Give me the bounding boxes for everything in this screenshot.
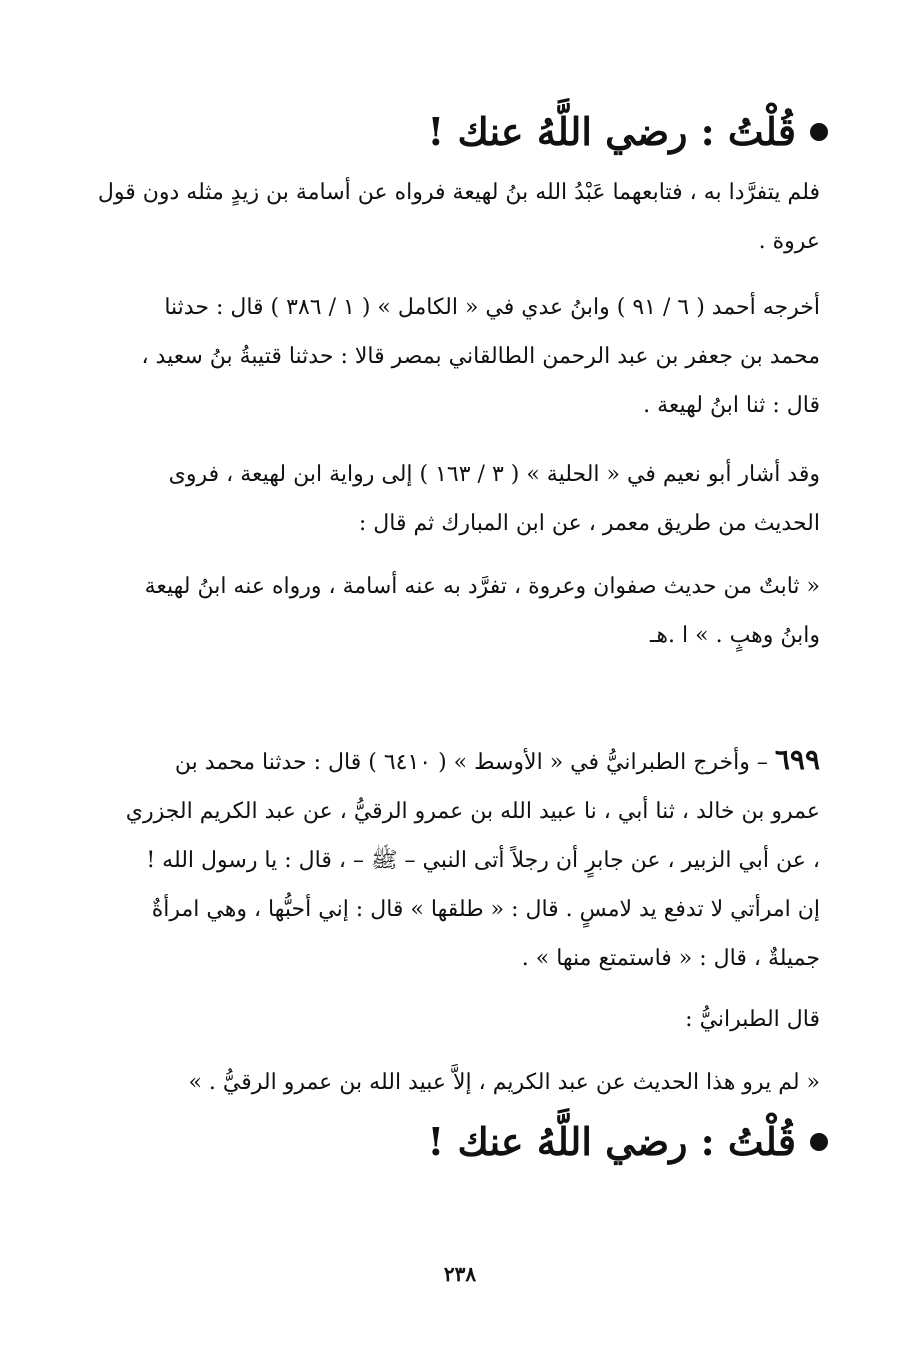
paragraph-1-line-2: عروة .: [758, 229, 820, 254]
hadith-line-4: إن امرأتي لا تدفع يد لامسٍ . قال : « طلقها » قال : إني أحبُّها ، وهي امرأةٌ: [151, 897, 820, 922]
paragraph-3-line-1: وقد أشار أبو نعيم في « الحلية » ( ٣ / ١٦٣ ) إلى رواية ابن لهيعة ، فروى: [168, 462, 820, 487]
heading-1-text: قُلْتُ : رضي اللَّهُ عنك !: [427, 109, 796, 154]
paragraph-2-line-1: أخرجه أحمد ( ٦ / ٩١ ) وابنُ عدي في « الكامل » ( ١ / ٣٨٦ ) قال : حدثنا: [164, 295, 820, 320]
hadith-line-1: [100, 735, 820, 787]
paragraph-6-text: قال الطبرانيُّ :: [685, 1007, 820, 1032]
heading-2: [428, 1118, 828, 1166]
bullet-icon: [810, 1133, 828, 1151]
heading-1: [428, 108, 828, 156]
paragraph-4: [100, 562, 820, 660]
paragraph-4-line-2: وابنُ وهبٍ . » ا .هـ: [649, 623, 820, 648]
paragraph-3-line-2: الحديث من طريق معمر ، عن ابن المبارك ثم قال :: [358, 511, 820, 536]
hadith-line-2: عمرو بن خالد ، ثنا أبي ، نا عبيد الله بن عمرو الرقيُّ ، عن عبد الكريم الجزري: [125, 799, 820, 824]
paragraph-1: [97, 168, 820, 266]
paragraph-3: [100, 450, 820, 548]
paragraph-2: [100, 283, 820, 430]
hadith-line-5: جميلةٌ ، قال : « فاستمتع منها » .: [521, 946, 820, 971]
paragraph-2-line-2: محمد بن جعفر بن عبد الرحمن الطالقاني بمصر قالا : حدثنا قتيبةُ بنُ سعيد ،: [141, 344, 820, 369]
paragraph-1-line-1: فلم يتفرَّدا به ، فتابعهما عَبْدُ الله بنُ لهيعة فرواه عن أسامة بن زيدٍ مثله دون قول: [97, 180, 820, 205]
paragraph-2-line-3: قال : ثنا ابنُ لهيعة .: [643, 393, 820, 418]
page-number: ٢٣٨: [443, 1262, 477, 1286]
hadith-number: ٦٩٩: [774, 743, 820, 776]
paragraph-7: [100, 1058, 820, 1107]
paragraph-7-text: « لم يرو هذا الحديث عن عبد الكريم ، إلاَّ عبيد الله بن عمرو الرقيُّ . »: [188, 1070, 820, 1095]
bullet-icon: [810, 123, 828, 141]
hadith-paragraph: [100, 735, 820, 983]
hadith-line-3: ، عن أبي الزبير ، عن جابرٍ أن رجلاً أتى النبي – ﷺ – ، قال : يا رسول الله !: [146, 848, 820, 873]
hadith-line-1-text: – وأخرج الطبرانيُّ في « الأوسط » ( ٦٤١٠ ) قال : حدثنا محمد بن: [174, 750, 768, 775]
heading-2-text: قُلْتُ : رضي اللَّهُ عنك !: [427, 1119, 796, 1164]
paragraph-6: [100, 995, 820, 1044]
paragraph-4-line-1: « ثابتٌ من حديث صفوان وعروة ، تفرَّد به عنه أسامة ، ورواه عنه ابنُ لهيعة: [144, 574, 820, 599]
